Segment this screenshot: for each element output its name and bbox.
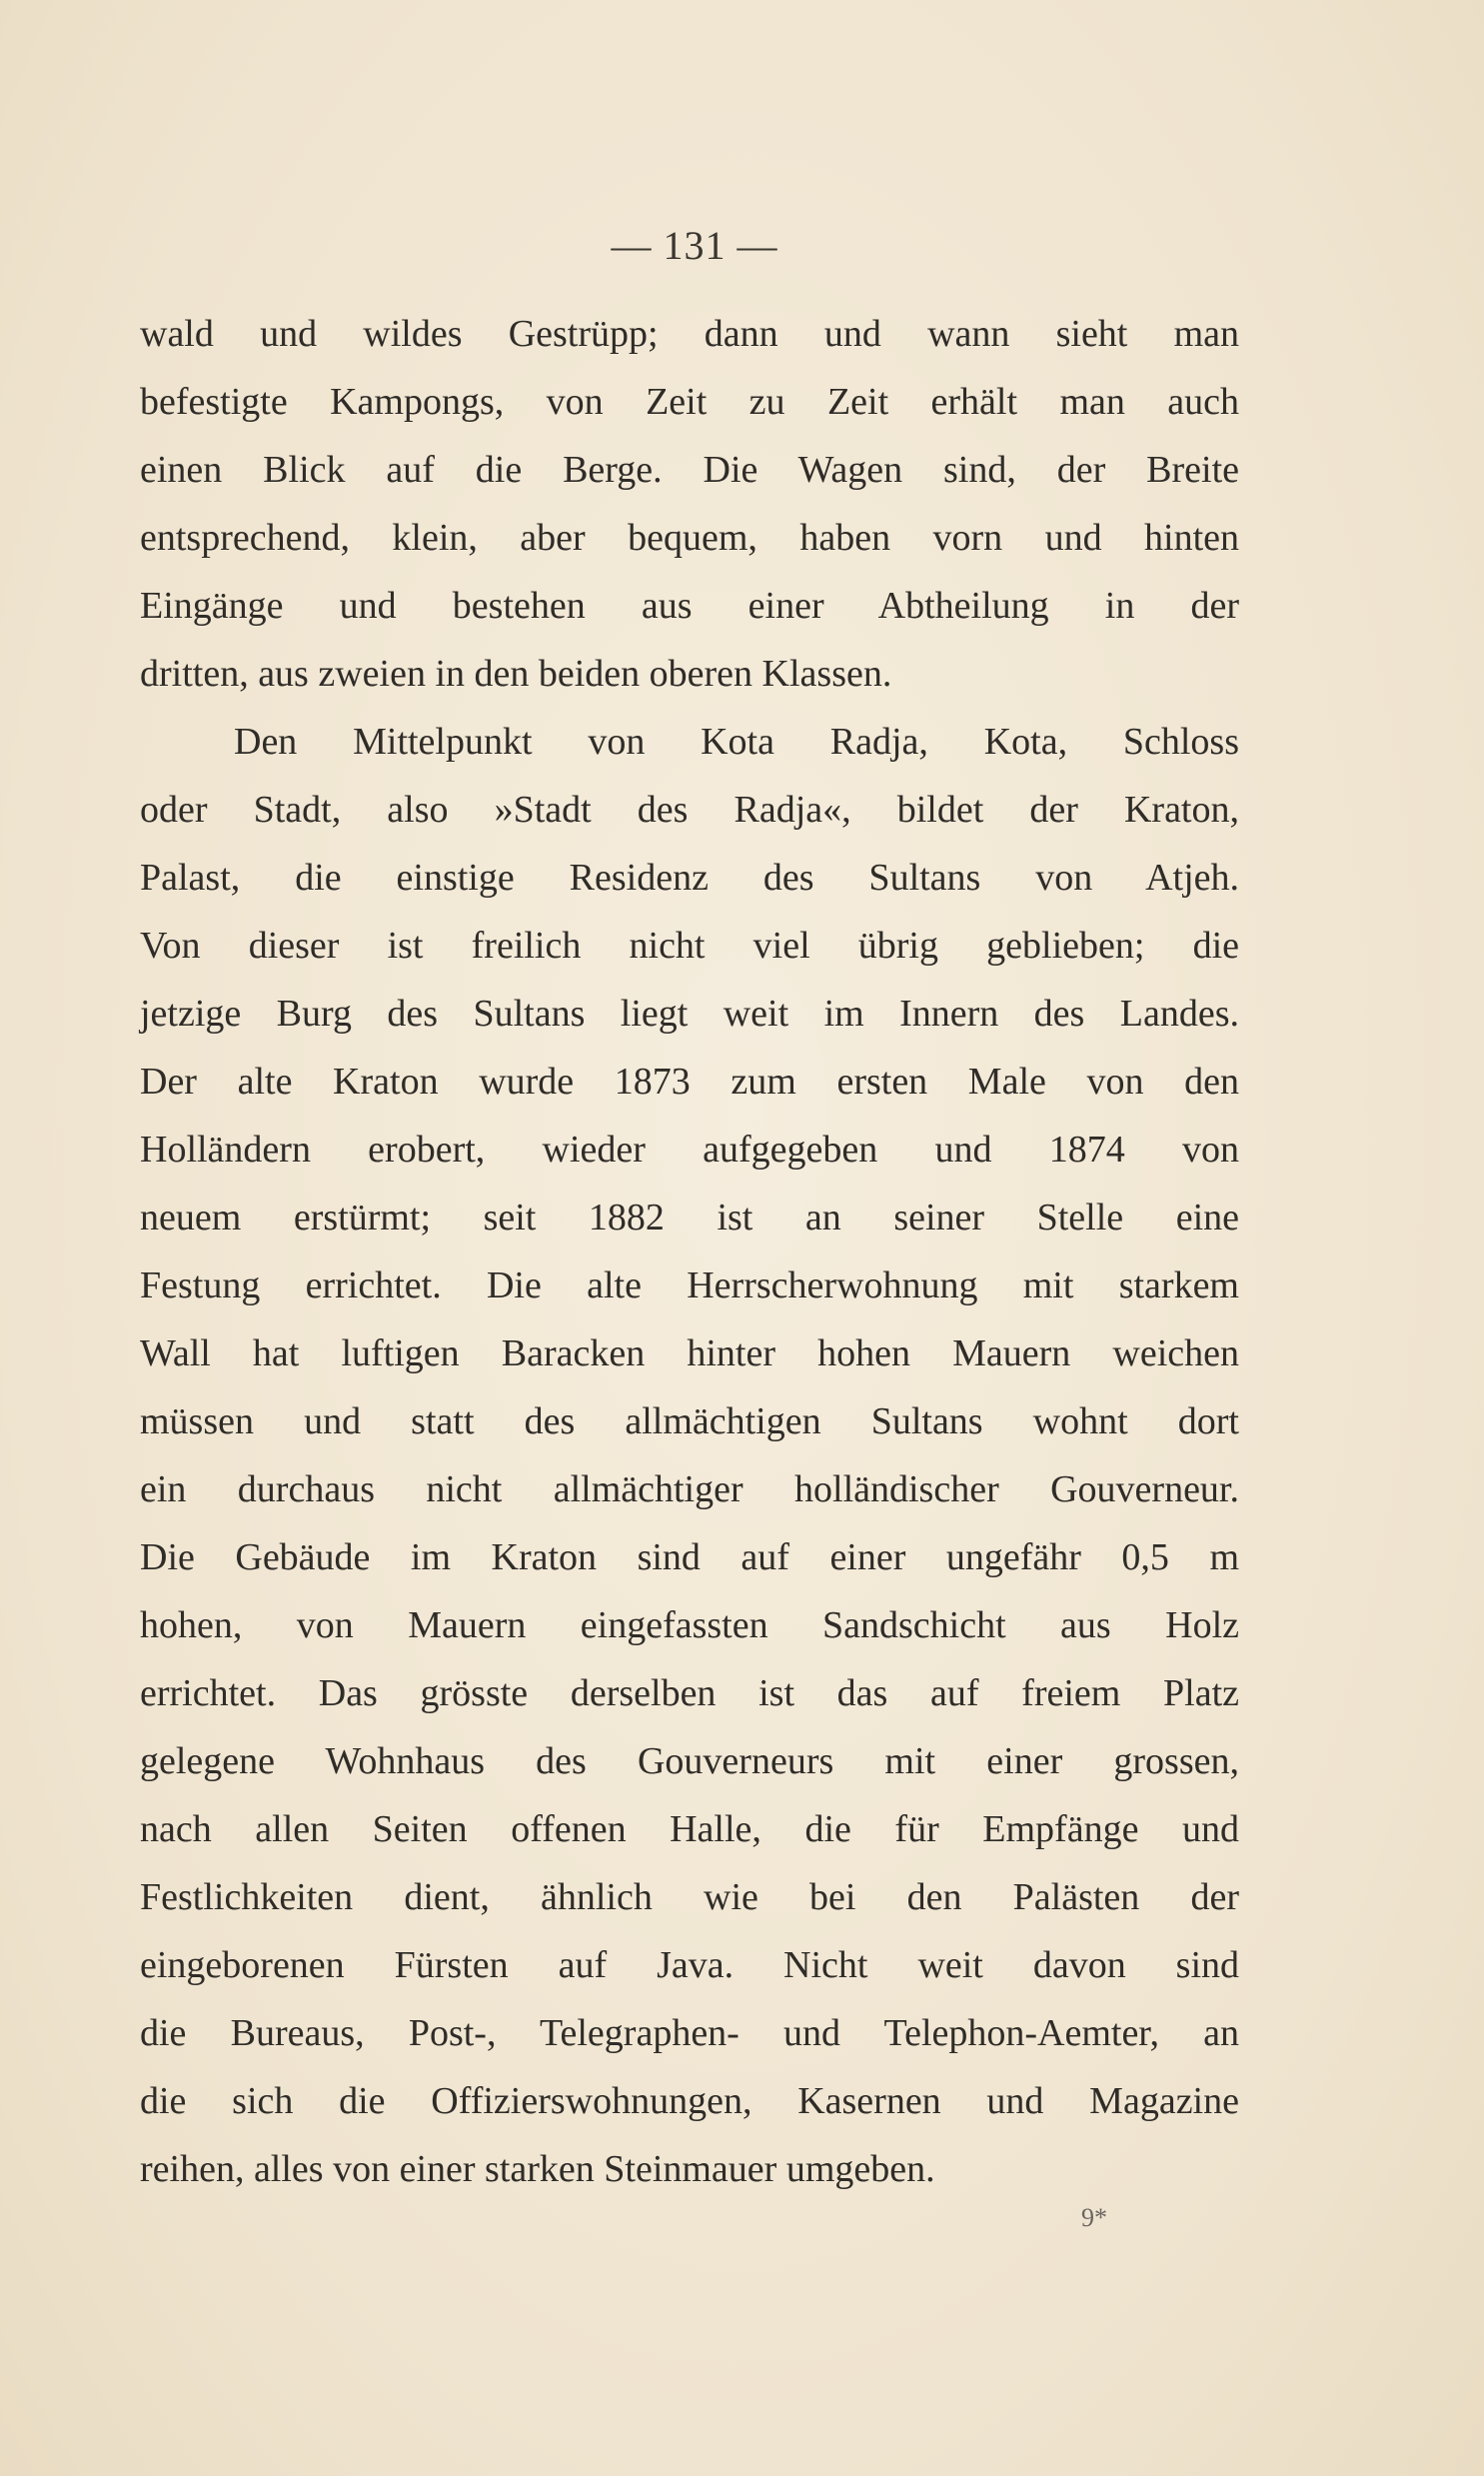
text-line: Palast, die einstige Residenz des Sultans von Atjeh. [140, 857, 1239, 899]
text-line: Eingänge und bestehen aus einer Abtheilung in der [140, 585, 1239, 627]
text-line: Holländern erobert, wieder aufgegeben und 1874 von [140, 1129, 1239, 1171]
text-line: befestigte Kampongs, von Zeit zu Zeit erhält man auch [140, 381, 1239, 423]
text-line: oder Stadt, also »Stadt des Radja«, bildet der Kraton, [140, 789, 1239, 831]
text-line: hohen, von Mauern eingefassten Sandschicht aus Holz [140, 1604, 1239, 1646]
text-line: Wall hat luftigen Baracken hinter hohen Mauern weichen [140, 1332, 1239, 1374]
text-line: die Bureaus, Post-, Telegraphen- und Telephon-Aemter, an [140, 2012, 1239, 2054]
text-line: wald und wildes Gestrüpp; dann und wann sieht man [140, 313, 1239, 355]
signature-mark: 9* [1081, 2203, 1107, 2232]
text-line: ein durchaus nicht allmächtiger holländischer Gouverneur. [140, 1468, 1239, 1510]
text-line: dritten, aus zweien in den beiden oberen Klassen. [140, 653, 892, 695]
page-number: — 131 — [611, 223, 778, 268]
text-line: jetzige Burg des Sultans liegt weit im Innern des Landes. [140, 993, 1239, 1035]
text-line: einen Blick auf die Berge. Die Wagen sind, der Breite [140, 449, 1239, 491]
text-line: reihen, alles von einer starken Steinmauer umgeben. [140, 2148, 935, 2190]
text-line: Festlichkeiten dient, ähnlich wie bei den Palästen der [140, 1876, 1239, 1918]
text-line: die sich die Offizierswohnungen, Kasernen und Magazine [140, 2080, 1239, 2122]
text-line: Die Gebäude im Kraton sind auf einer ungefähr 0,5 m [140, 1536, 1239, 1578]
text-line: neuem erstürmt; seit 1882 ist an seiner Stelle eine [140, 1197, 1239, 1238]
text-line: gelegene Wohnhaus des Gouverneurs mit einer grossen, [140, 1740, 1239, 1782]
text-line: nach allen Seiten offenen Halle, die für Empfänge und [140, 1808, 1239, 1850]
text-line: Den Mittelpunkt von Kota Radja, Kota, Schloss [234, 721, 1239, 763]
text-line: entsprechend, klein, aber bequem, haben vorn und hinten [140, 517, 1239, 559]
text-line: eingeborenen Fürsten auf Java. Nicht weit davon sind [140, 1944, 1239, 1986]
text-line: Von dieser ist freilich nicht viel übrig geblieben; die [140, 925, 1239, 967]
body-text [140, 300, 1239, 2203]
text-line: Festung errichtet. Die alte Herrscherwohnung mit starkem [140, 1264, 1239, 1306]
text-line: errichtet. Das grösste derselben ist das auf freiem Platz [140, 1672, 1239, 1714]
text-line: Der alte Kraton wurde 1873 zum ersten Male von den [140, 1061, 1239, 1103]
text-line: müssen und statt des allmächtigen Sultans wohnt dort [140, 1400, 1239, 1442]
